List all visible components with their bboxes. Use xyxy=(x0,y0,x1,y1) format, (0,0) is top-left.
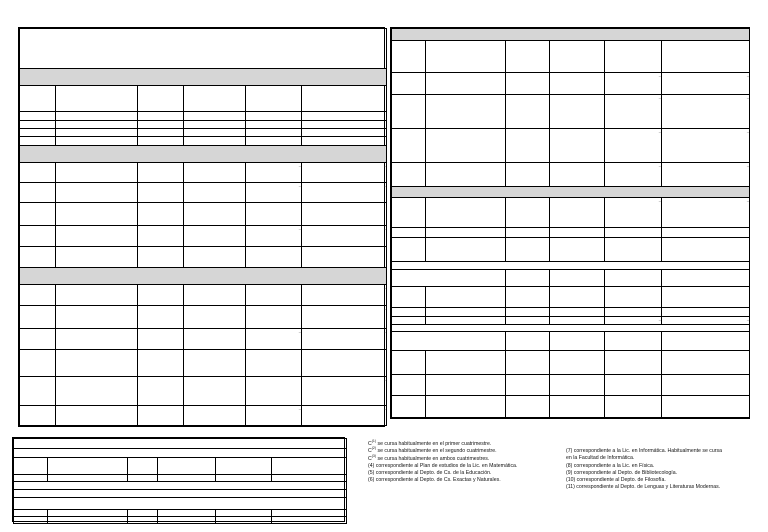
table-row xyxy=(14,498,347,510)
subheader-row xyxy=(392,331,750,350)
section-band xyxy=(392,186,750,197)
subheader-row xyxy=(392,269,750,286)
footnotes-left xyxy=(368,441,517,485)
table-row: – – xyxy=(392,197,750,227)
table-row: – – xyxy=(392,128,750,162)
spacer-row xyxy=(392,262,750,270)
table-row xyxy=(392,227,750,238)
table-row xyxy=(392,286,750,307)
footnote: (10) correspondiente al Depto. de Filosofía. xyxy=(566,477,666,484)
table-row xyxy=(14,510,347,517)
footnote: en la Facultad de Informática. xyxy=(566,455,635,462)
table-row: – – xyxy=(392,316,750,325)
table-row xyxy=(14,482,347,490)
footnote: (5) correspondiente al Depto. de Cs. de la Educación. xyxy=(368,470,492,477)
table-row xyxy=(20,349,387,376)
footnotes-right xyxy=(566,448,722,492)
right-plan-table xyxy=(390,27,750,419)
table-row xyxy=(20,129,387,137)
table-row: – – xyxy=(392,94,750,128)
table-row xyxy=(20,246,387,267)
table-row xyxy=(14,475,347,482)
footnote: (4) correspondiente al Plan de estudios de la Lic. en Matemática. xyxy=(368,462,518,469)
bottom-grid xyxy=(13,438,347,524)
section-band xyxy=(20,68,387,86)
table-row: – xyxy=(20,306,387,329)
left-plan-table xyxy=(18,27,385,427)
footnote: (9) correspondiente al Depto. de Bibliotecología. xyxy=(566,469,678,476)
footnote: $C^{(3)}$ se cursa habitualmente en ambos cuatrimestres. xyxy=(368,453,490,462)
table-row xyxy=(20,137,387,145)
table-row xyxy=(392,396,750,418)
table-row xyxy=(20,120,387,128)
table-row: – – xyxy=(20,163,387,183)
footnote: (6) correspondiente al Depto. de Cs. Exactas y Naturales. xyxy=(368,477,501,484)
table-row xyxy=(392,238,750,262)
table-row xyxy=(14,439,347,449)
title-row xyxy=(20,29,387,69)
table-row: – – xyxy=(20,225,387,246)
table-row xyxy=(14,490,347,498)
section-band xyxy=(20,267,387,285)
table-row xyxy=(14,458,347,475)
footnote: (8) correspondiente a la Lic. en Física. xyxy=(566,462,655,469)
table-row: – xyxy=(20,285,387,306)
table-row: – – xyxy=(392,163,750,187)
right-grid xyxy=(391,28,750,418)
table-row: – – xyxy=(20,406,387,426)
footnote: $C^{(1)}$ se cursa habitualmente en el primer cuatrimestre. xyxy=(368,439,492,447)
bottom-summary-table xyxy=(12,437,345,522)
table-row xyxy=(20,112,387,120)
footnote: $C^{(2)}$ se cursa habitualmente en el segundo cuatrimestre. xyxy=(368,446,497,455)
header-row xyxy=(392,40,750,72)
footnote: (11) correspondiente al Depto. de Lenguas y Literaturas Modernas. xyxy=(566,484,721,491)
table-row: – – xyxy=(392,73,750,94)
footnote: (7) correspondiente a la Lic. en Informática. Habitualmente se cursa xyxy=(566,448,722,454)
section-band xyxy=(20,145,387,163)
section-band xyxy=(392,29,750,41)
table-row xyxy=(20,202,387,225)
table-row: – – xyxy=(20,328,387,349)
table-row xyxy=(392,351,750,375)
table-row xyxy=(392,308,750,317)
table-row xyxy=(392,374,750,395)
table-row xyxy=(14,449,347,458)
table-row xyxy=(14,517,347,524)
table-row: – – xyxy=(20,183,387,203)
table-row: – xyxy=(20,376,387,405)
table-row xyxy=(20,86,387,112)
left-grid xyxy=(19,28,387,426)
